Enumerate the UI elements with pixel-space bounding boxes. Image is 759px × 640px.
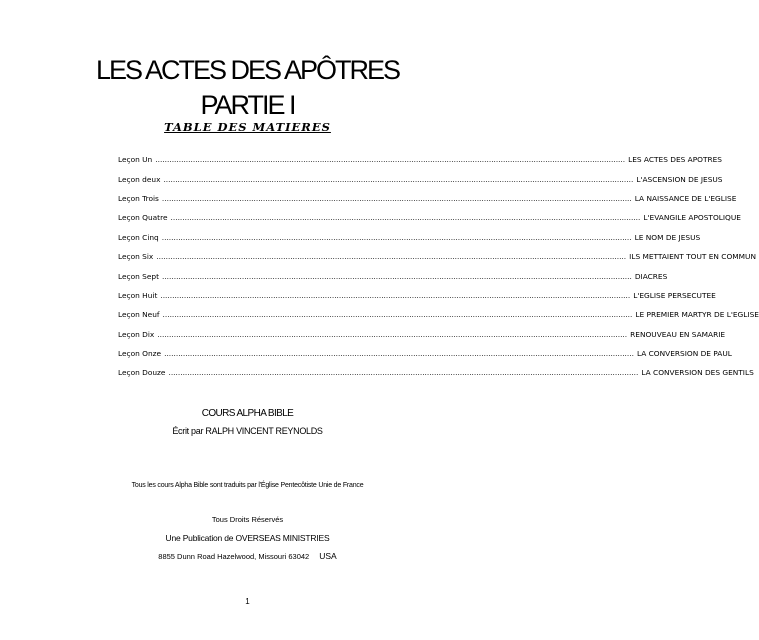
author-line: Écrit par RALPH VINCENT REYNOLDS — [172, 426, 323, 436]
toc-topic: DIACRES — [634, 271, 668, 281]
toc-dot-leader: ........................................................................................................................................................................................................ — [161, 193, 632, 203]
toc-entry — [118, 150, 722, 169]
page-number: 1 — [245, 597, 250, 606]
toc-lesson: Leçon deux — [118, 174, 161, 184]
toc-dot-leader: ........................................................................................................................................................................................................ — [157, 329, 628, 339]
toc-topic: LE PREMIER MARTYR DE L'EGLISE — [635, 310, 759, 320]
toc-topic: ILS METTAIENT TOUT EN COMMUN — [629, 252, 756, 262]
toc-lesson: Leçon Neuf — [118, 310, 160, 320]
toc-dot-leader: ........................................................................................................................................................................................................ — [161, 271, 632, 281]
table-of-contents — [118, 150, 759, 383]
toc-topic: L'EGLISE PERSECUTEE — [633, 290, 716, 300]
toc-entry — [118, 169, 723, 188]
toc-lesson: Leçon Trois — [118, 193, 159, 203]
toc-entry — [118, 266, 668, 285]
toc-lesson: Leçon Onze — [118, 349, 162, 359]
toc-entry — [118, 208, 741, 227]
toc-topic: LA NAISSANCE DE L'EGLISE — [634, 193, 737, 203]
toc-entry — [118, 228, 701, 247]
toc-lesson: Leçon Dix — [118, 329, 155, 339]
toc-topic: L'EVANGILE APOSTOLIQUE — [643, 213, 741, 223]
address-country: USA — [319, 551, 337, 561]
publisher-address — [0, 551, 495, 561]
toc-entry — [118, 305, 759, 324]
toc-dot-leader: ........................................................................................................................................................................................................ — [163, 174, 634, 184]
toc-dot-leader: ........................................................................................................................................................................................................ — [162, 310, 633, 320]
toc-dot-leader: ........................................................................................................................................................................................................ — [155, 155, 626, 165]
toc-dot-leader: ........................................................................................................................................................................................................ — [160, 290, 631, 300]
toc-topic: LA CONVERSION DE PAUL — [636, 349, 732, 359]
toc-dot-leader: ........................................................................................................................................................................................................ — [170, 213, 641, 223]
toc-dot-leader: ........................................................................................................................................................................................................ — [156, 252, 627, 262]
translation-note: Tous les cours Alpha Bible sont traduits par l'Église Pentecôtiste Unie de France — [131, 482, 364, 489]
toc-entry — [118, 189, 737, 208]
toc-dot-leader: ........................................................................................................................................................................................................ — [168, 368, 639, 378]
toc-topic: LE NOM DE JESUS — [634, 232, 701, 242]
toc-entry — [118, 325, 726, 344]
toc-lesson: Leçon Cinq — [118, 232, 159, 242]
toc-lesson: Leçon Douze — [118, 368, 166, 378]
toc-lesson: Leçon Six — [118, 252, 154, 262]
document-part: PARTIE I — [200, 90, 295, 120]
toc-lesson: Leçon Quatre — [118, 213, 168, 223]
toc-topic: LA CONVERSION DES GENTILS — [641, 368, 754, 378]
address-text: 8855 Dunn Road Hazelwood, Missouri 63042 — [158, 552, 310, 561]
rights-notice: Tous Droits Réservés — [211, 515, 284, 524]
publisher-line: Une Publication de OVERSEAS MINISTRIES — [165, 533, 330, 543]
toc-entry — [118, 286, 716, 305]
toc-entry — [118, 363, 754, 382]
toc-dot-leader: ........................................................................................................................................................................................................ — [161, 232, 632, 242]
toc-topic: LES ACTES DES APOTRES — [628, 155, 722, 165]
toc-dot-leader: ........................................................................................................................................................................................................ — [164, 349, 634, 359]
toc-lesson: Leçon Sept — [118, 271, 159, 281]
toc-topic: L'ASCENSION DE JESUS — [636, 174, 723, 184]
toc-lesson: Leçon Huit — [118, 290, 158, 300]
toc-entry — [118, 247, 756, 266]
table-of-contents-heading: TABLE DES MATIERES — [164, 120, 331, 134]
toc-entry — [118, 344, 732, 363]
toc-topic: RENOUVEAU EN SAMARIE — [630, 329, 726, 339]
course-name: COURS ALPHA BIBLE — [201, 408, 294, 419]
toc-lesson: Leçon Un — [118, 155, 153, 165]
document-title: LES ACTES DES APÔTRES — [95, 55, 400, 85]
